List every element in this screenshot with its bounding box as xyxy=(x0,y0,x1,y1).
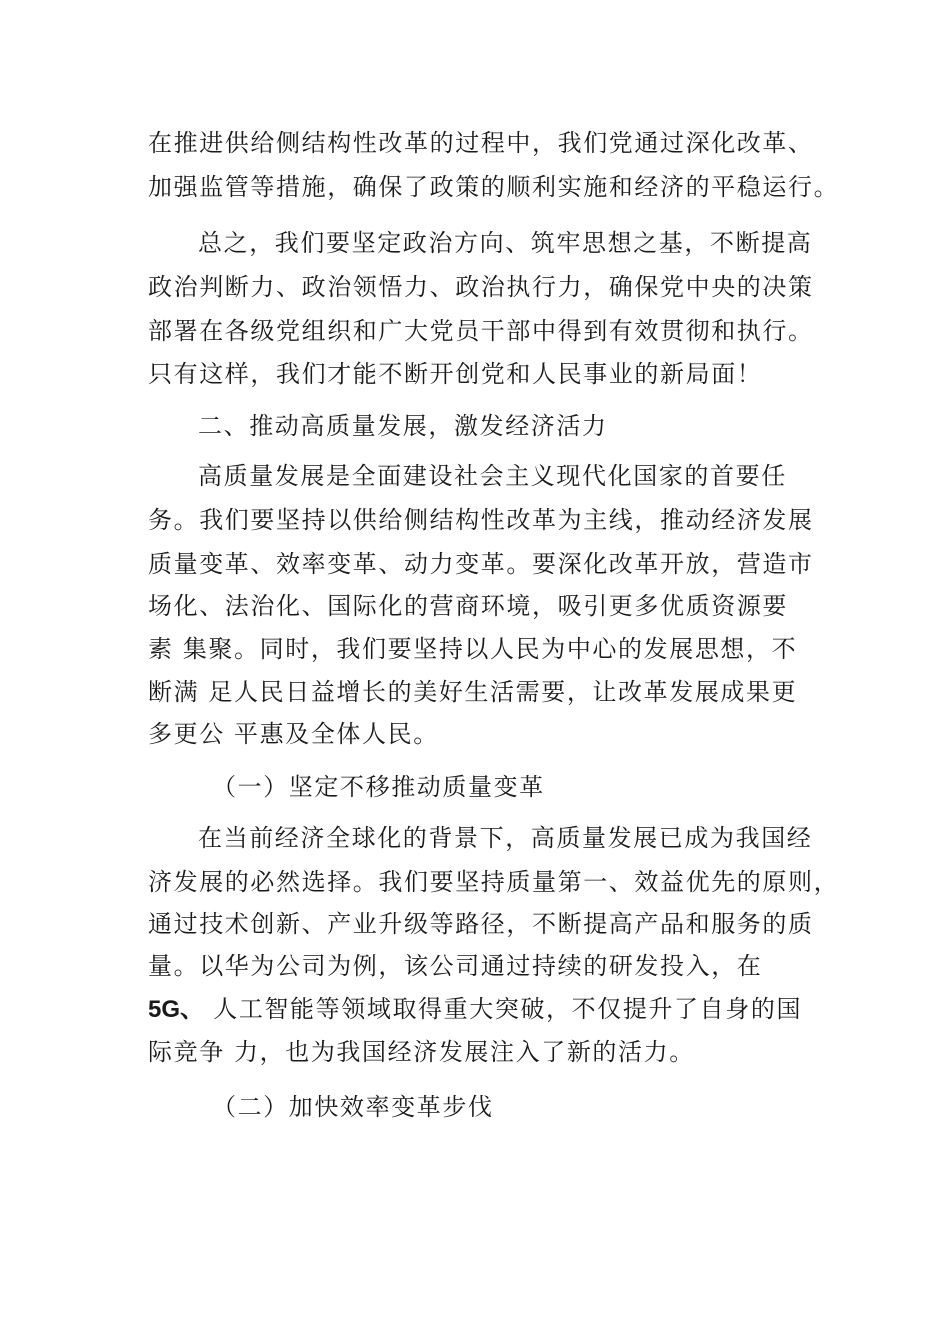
paragraph-line: 部署在各级党组织和广大党员干部中得到有效贯彻和执行。 xyxy=(148,317,814,345)
paragraph-line: 际竞争 力，也为我国经济发展注入了新的活力。 xyxy=(148,1038,695,1066)
subsection-heading: （二）加快效率变革步伐 xyxy=(212,1093,494,1121)
paragraph-line: 高质量发展是全面建设社会主义现代化国家的首要任 xyxy=(198,462,787,490)
paragraph-line: 质量变革、效率变革、动力变革。要深化改革开放，营造市 xyxy=(148,550,814,578)
paragraph-line: 总之，我们要坚定政治方向、筑牢思想之基，不断提高 xyxy=(198,229,813,257)
paragraph-line: 在推进供给侧结构性改革的过程中，我们党通过深化改革、 xyxy=(148,129,814,157)
paragraph-line: 场化、法治化、国际化的营商环境，吸引更多优质资源要 xyxy=(148,592,788,620)
paragraph-line: 断满 足人民日益增长的美好生活需要，让改革发展成果更 xyxy=(148,678,798,706)
paragraph-line: 在当前经济全球化的背景下，高质量发展已成为我国经 xyxy=(198,824,813,852)
subsection-heading: （一）坚定不移推动质量变革 xyxy=(212,773,545,801)
paragraph-line: 素 集聚。同时，我们要坚持以人民为中心的发展思想，不 xyxy=(148,635,798,663)
paragraph-line: 政治判断力、政治领悟力、政治执行力，确保党中央的决策 xyxy=(148,273,814,301)
bold-5g-text: 5G、 xyxy=(148,996,205,1023)
paragraph-line: 量。以华为公司为例，该公司通过持续的研发投入，在 xyxy=(148,952,763,980)
paragraph-line xyxy=(148,993,802,1026)
paragraph-line: 济发展的必然选择。我们要坚持质量第一、效益优先的原则， xyxy=(148,868,840,896)
paragraph-line: 只有这样，我们才能不断开创党和人民事业的新局面！ xyxy=(148,360,763,388)
paragraph-line: 通过技术创新、产业升级等路径，不断提高产品和服务的质 xyxy=(148,910,814,938)
section-heading: 二、推动高质量发展，激发经济活力 xyxy=(198,412,608,440)
paragraph-line: 加强监管等措施，确保了政策的顺利实施和经济的平稳运行。 xyxy=(148,173,840,201)
line-continuation: 人工智能等领域取得重大突破，不仅提升了自身的国 xyxy=(204,995,803,1023)
paragraph-line: 多更公 平惠及全体人民。 xyxy=(148,720,439,748)
paragraph-line: 务。我们要坚持以供给侧结构性改革为主线，推动经济发展 xyxy=(148,506,814,534)
